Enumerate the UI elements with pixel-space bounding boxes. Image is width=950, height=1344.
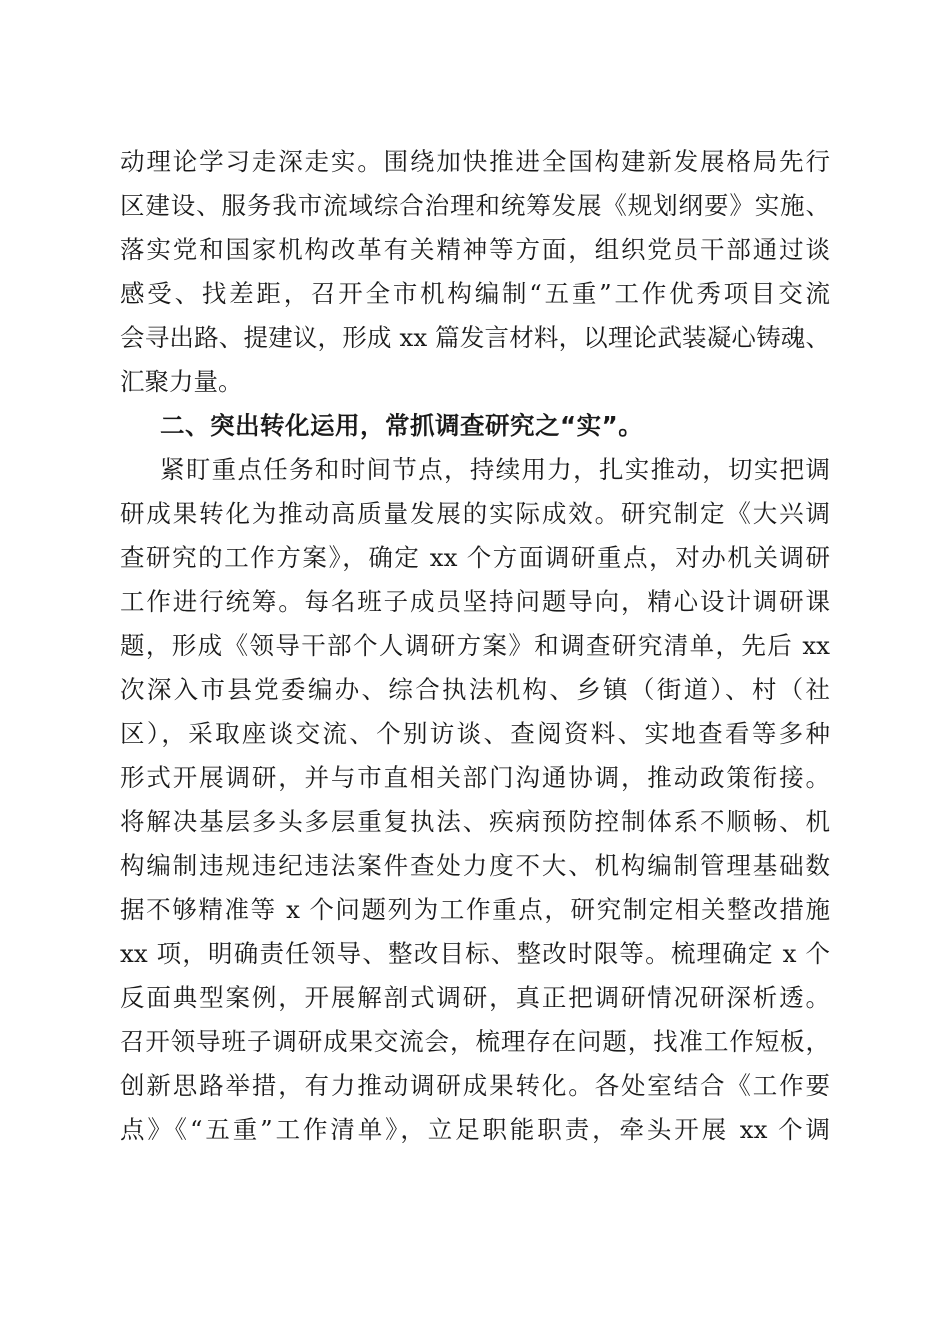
paragraph-1-line: 会寻出路、提建议，形成 xx 篇发言材料，以理论武装凝心铸魂、 — [120, 323, 830, 352]
paragraph-2-line: xx 项，明确责任领导、整改目标、整改时限等。梳理确定 x 个 — [120, 939, 830, 968]
paragraph-2-line: 创新思路举措，有力推动调研成果转化。各处室结合《工作要 — [120, 1071, 830, 1100]
paragraph-2-line: 构编制违规违纪违法案件查处力度不大、机构编制管理基础数 — [120, 851, 830, 880]
paragraph-2-line: 紧盯重点任务和时间节点，持续用力，扎实推动，切实把调 — [160, 455, 830, 484]
paragraph-1-line: 动理论学习走深走实。围绕加快推进全国构建新发展格局先行 — [120, 147, 830, 176]
paragraph-2-line: 点》《“五重”工作清单》，立足职能职责，牵头开展 xx 个调 — [120, 1115, 830, 1144]
paragraph-2-line: 据不够精准等 x 个问题列为工作重点，研究制定相关整改措施 — [120, 895, 830, 924]
paragraph-2-line: 查研究的工作方案》，确定 xx 个方面调研重点，对办机关调研 — [120, 543, 830, 572]
paragraph-2-line: 题，形成《领导干部个人调研方案》和调查研究清单，先后 xx — [120, 631, 830, 660]
paragraph-2-line: 区），采取座谈交流、个别访谈、查阅资料、实地查看等多种 — [120, 719, 830, 748]
paragraph-2-line: 反面典型案例，开展解剖式调研，真正把调研情况研深析透。 — [120, 983, 830, 1012]
paragraph-1-line: 区建设、服务我市流域综合治理和统筹发展《规划纲要》实施、 — [120, 191, 830, 220]
paragraph-1-line: 汇聚力量。 — [120, 367, 243, 396]
paragraph-1-line: 落实党和国家机构改革有关精神等方面，组织党员干部通过谈 — [120, 235, 830, 264]
paragraph-2-line: 召开领导班子调研成果交流会，梳理存在问题，找准工作短板， — [120, 1027, 830, 1056]
paragraph-2-line: 工作进行统筹。每名班子成员坚持问题导向，精心设计调研课 — [120, 587, 830, 616]
paragraph-2-line: 次深入市县党委编办、综合执法机构、乡镇（街道）、村（社 — [120, 675, 830, 704]
paragraph-2-line: 研成果转化为推动高质量发展的实际成效。研究制定《大兴调 — [120, 499, 830, 528]
section-heading: 二、突出转化运用，常抓调查研究之“实”。 — [160, 411, 644, 440]
paragraph-2-line: 形式开展调研，并与市直相关部门沟通协调，推动政策衔接。 — [120, 763, 830, 792]
paragraph-1-line: 感受、找差距，召开全市机构编制“五重”工作优秀项目交流 — [120, 279, 830, 308]
paragraph-2-line: 将解决基层多头多层重复执法、疾病预防控制体系不顺畅、机 — [120, 807, 830, 836]
